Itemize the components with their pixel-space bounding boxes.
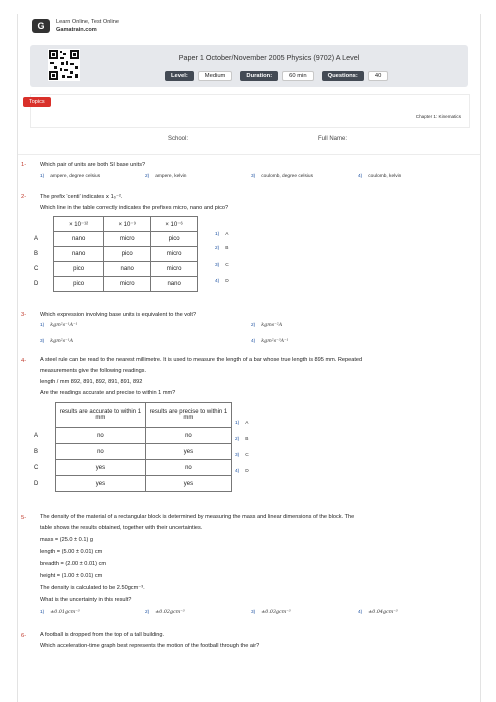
chapter-label: Chapter 1: Kinematics	[415, 114, 461, 119]
paper-header	[30, 45, 468, 87]
gamatrain-logo-icon: G	[32, 19, 50, 33]
brand-site: Gamatrain.com	[56, 27, 97, 33]
question-text-4: Are the readings accurate and precise to within 1 mm?	[40, 390, 176, 396]
option-3[interactable]: 3) ±0.03gcm⁻³	[251, 610, 291, 615]
option-1[interactable]: 1) ampere, degree celsius	[40, 174, 101, 179]
questions-label: Questions:	[322, 71, 364, 81]
question-text-2: Which acceleration-time graph best represents the motion of the football through the air?	[40, 643, 260, 649]
option-4[interactable]: 4) ±0.04gcm⁻³	[358, 610, 398, 615]
option-3[interactable]: 3) coulomb, degree celsius	[251, 174, 313, 179]
option-1[interactable]: 1) A	[215, 232, 229, 237]
question-text: The prefix ‘centi’ indicates 𝗑 1₀⁻².	[40, 194, 123, 200]
duration-value: 60 min	[282, 71, 313, 81]
paper-meta	[165, 71, 392, 81]
level-value: Medium	[198, 71, 233, 81]
question-number: 6-	[21, 633, 27, 639]
prefix-table: × 10⁻¹² × 10⁻⁹ × 10⁻⁶ A nano micro pico B nano pico micro C pico nano micro D pico micro nano	[32, 216, 198, 292]
question-number: 4-	[21, 358, 27, 364]
option-2[interactable]: 2) ampere, kelvin	[145, 174, 187, 179]
option-4[interactable]: 4) D	[215, 279, 229, 284]
topics-panel	[30, 94, 470, 128]
option-4[interactable]: 4) D	[235, 469, 249, 474]
question-text: The density of the material of a rectangular block is determined by measuring the mass and linear dimensions of the block. The	[40, 514, 355, 520]
question-text: Which expression involving base units is equivalent to the volt?	[40, 312, 197, 318]
topics-tab[interactable]: Topics	[23, 97, 51, 107]
option-3[interactable]: 3) C	[215, 263, 229, 268]
question-text: Which pair of units are both SI base units?	[40, 162, 146, 168]
full-name-label: Full Name:	[318, 136, 348, 142]
option-2[interactable]: 2) B	[215, 246, 229, 251]
option-4[interactable]: 4) coulomb, kelvin	[358, 174, 402, 179]
question-number: 2-	[21, 194, 27, 200]
question-number: 1-	[21, 162, 27, 168]
breadth-line: breadth = (2.00 ± 0.01) cm	[40, 561, 107, 567]
option-1[interactable]: 1) ±0.01gcm⁻³	[40, 610, 80, 615]
height-line: height = (1.00 ± 0.01) cm	[40, 573, 103, 579]
question-number: 3-	[21, 312, 27, 318]
accuracy-table: results are accurate to within 1 mm results are precise to within 1 mm A no no B no yes C yes no D yes yes	[32, 402, 232, 492]
length-line: length = (5.00 ± 0.01) cm	[40, 549, 103, 555]
question-text-2: table shows the results obtained, together with their uncertainties.	[40, 525, 203, 531]
uncertainty-question: What is the uncertainty in this result?	[40, 597, 132, 603]
option-2[interactable]: 2) kgms⁻²A	[251, 323, 283, 328]
question-text: A steel rule can be read to the nearest millimetre. It is used to measure the length of a bar whose true length is 895 mm. Repeated	[40, 357, 363, 363]
document-page	[17, 14, 481, 702]
option-4[interactable]: 4) kgm²s⁻³A⁻¹	[251, 339, 289, 344]
option-2[interactable]: 2) ±0.02gcm⁻³	[145, 610, 185, 615]
divider	[18, 154, 480, 155]
questions-value: 40	[368, 71, 388, 81]
density-line: The density is calculated to be 2.50gcm⁻³.	[40, 585, 145, 591]
paper-title: Paper 1 October/November 2005 Physics (9702) A Level	[178, 53, 360, 62]
level-label: Level:	[165, 71, 194, 81]
option-1[interactable]: 1) A	[235, 421, 249, 426]
mass-line: mass = (25.0 ± 0.1) g	[40, 537, 93, 543]
question-text-3: length / mm 892, 891, 892, 891, 891, 892	[40, 379, 143, 385]
school-label: School:	[168, 136, 189, 142]
question-text: A football is dropped from the top of a tall building.	[40, 632, 165, 638]
duration-label: Duration:	[240, 71, 278, 81]
option-3[interactable]: 3) C	[235, 453, 249, 458]
option-2[interactable]: 2) B	[235, 437, 249, 442]
option-1[interactable]: 1) kgm²s⁻¹A⁻¹	[40, 323, 78, 328]
question-text-2: measurements give the following readings.	[40, 368, 147, 374]
question-text-2: Which line in the table correctly indicates the prefixes micro, nano and pico?	[40, 205, 229, 211]
brand-tagline: Learn Online, Test Online	[56, 19, 120, 25]
question-number: 5-	[21, 515, 27, 521]
option-3[interactable]: 3) kgm²s⁻¹A	[40, 339, 74, 344]
brand	[32, 18, 119, 34]
